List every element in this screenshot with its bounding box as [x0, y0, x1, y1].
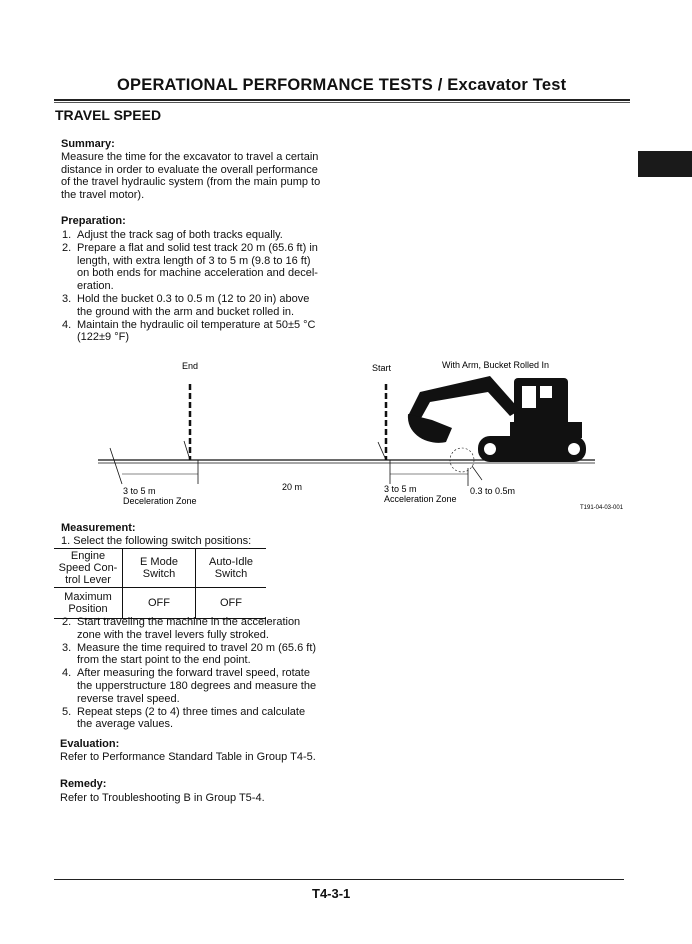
- item-line: length, with extra length of 3 to 5 m (9.8 to 16 ft): [77, 254, 311, 267]
- cell-line: Switch: [214, 568, 248, 580]
- item-line: on both ends for machine acceleration and decel-: [77, 267, 318, 280]
- list-item: [61, 667, 333, 705]
- evaluation-heading: Evaluation:: [60, 738, 120, 750]
- list-item: [61, 616, 333, 642]
- cell-line: E Mode: [140, 556, 178, 568]
- page-header-title: OPERATIONAL PERFORMANCE TESTS / Excavator Test: [117, 76, 567, 94]
- section-tab-marker: [638, 151, 692, 177]
- page-number: T4-3-1: [312, 886, 351, 901]
- item-line: After measuring the forward travel speed, rotate: [77, 667, 310, 680]
- remedy-body: Refer to Troubleshooting B in Group T5-4.: [60, 792, 265, 804]
- start-label: Start: [372, 363, 392, 373]
- travel-test-diagram: [90, 356, 635, 516]
- item-line: Adjust the track sag of both tracks equally.: [77, 229, 283, 241]
- decel-range-label: 3 to 5 m: [123, 486, 156, 496]
- item-number: 3.: [62, 292, 72, 305]
- preparation-list: [61, 229, 336, 344]
- item-line: from the start point to the end point.: [77, 654, 251, 667]
- preparation-heading: Preparation:: [61, 215, 126, 227]
- footer-rule: [54, 879, 624, 880]
- bucket-height-label: 0.3 to 0.5m: [470, 486, 516, 496]
- summary-block: [61, 138, 336, 202]
- decel-zone-label: Deceleration Zone: [123, 496, 197, 506]
- excavator-bucket: [408, 414, 452, 443]
- accel-zone-label: Acceleration Zone: [384, 494, 457, 504]
- section-title: TRAVEL SPEED: [55, 107, 162, 123]
- item-line: Start traveling the machine in the acceleration: [77, 616, 301, 628]
- table-cell: [54, 549, 123, 588]
- item-line: the upperstructure 180 degrees and measure the: [77, 679, 317, 692]
- end-label: End: [182, 361, 199, 371]
- cell-line: Position: [68, 603, 108, 615]
- item-number: 3.: [62, 641, 72, 654]
- list-item: [61, 319, 336, 345]
- excavator-illustration: [408, 376, 586, 480]
- table-cell: OFF: [123, 588, 196, 619]
- item-line: eration.: [77, 280, 114, 293]
- item-line: Hold the bucket 0.3 to 0.5 m (12 to 20 in) above: [77, 292, 310, 305]
- remedy-heading: Remedy:: [60, 778, 107, 790]
- evaluation-body: Refer to Performance Standard Table in Group T4-5.: [60, 751, 316, 763]
- excavator-boom: [408, 376, 520, 420]
- table-cell: [196, 549, 267, 588]
- item-line: Maintain the hydraulic oil temperature at 50±5 °C: [77, 318, 316, 331]
- item-number: 4.: [62, 667, 72, 680]
- cell-line: trol Lever: [65, 574, 111, 586]
- cell-line: Maximum: [64, 591, 112, 603]
- cell-line: Engine: [70, 550, 106, 562]
- decel-leader-left: [110, 448, 122, 484]
- measurement-heading: Measurement:: [61, 522, 136, 534]
- list-item: [61, 706, 333, 732]
- mid-distance-label: 20 m: [282, 482, 303, 492]
- list-item: [61, 242, 336, 293]
- cell-line: Switch: [142, 568, 176, 580]
- item-line: zone with the travel levers fully stroked.: [77, 628, 269, 641]
- table-cell: [123, 549, 196, 588]
- item-number: 1.: [62, 229, 72, 241]
- list-item: [61, 642, 333, 668]
- item-line: reverse travel speed.: [77, 692, 180, 705]
- cell-line: Auto-Idle: [208, 556, 254, 568]
- table-row: [54, 549, 266, 588]
- switch-position-table: [54, 548, 266, 619]
- table-cell: [54, 588, 123, 619]
- header-rule: [54, 99, 630, 101]
- list-item: [61, 293, 336, 319]
- machine-label: With Arm, Bucket Rolled In: [442, 360, 550, 370]
- measurement-steps-list: [61, 616, 333, 731]
- measurement-step-1: 1. Select the following switch positions:: [61, 535, 252, 547]
- item-number: 5.: [62, 705, 72, 718]
- list-item: [61, 229, 336, 242]
- item-line: Measure the time required to travel 20 m (65.6 ft): [77, 641, 317, 654]
- header-rule-thin: [54, 102, 630, 103]
- item-line: Prepare a flat and solid test track 20 m (65.6 ft) in: [77, 241, 318, 254]
- accel-range-label: 3 to 5 m: [384, 484, 417, 494]
- item-line: Repeat steps (2 to 4) three times and calculate: [77, 705, 306, 718]
- item-line: the average values.: [77, 718, 174, 731]
- table-row: [54, 588, 266, 619]
- item-number: 4.: [62, 318, 72, 331]
- summary-line: distance in order to evaluate the overall performance: [61, 163, 318, 176]
- table-cell: OFF: [196, 588, 267, 619]
- item-line: (122±9 °F): [77, 331, 130, 344]
- cell-line: Speed Con-: [58, 562, 118, 574]
- item-number: 2.: [62, 616, 72, 628]
- item-number: 2.: [62, 241, 72, 254]
- figure-code: T191-04-03-001: [580, 505, 624, 511]
- summary-line: the travel motor).: [61, 189, 145, 202]
- summary-line: of the travel hydraulic system (from the main pump to: [61, 176, 321, 189]
- summary-heading: Summary:: [61, 138, 115, 150]
- summary-line: Measure the time for the excavator to travel a certain: [61, 150, 319, 163]
- item-line: the ground with the arm and bucket rolled in.: [77, 305, 295, 318]
